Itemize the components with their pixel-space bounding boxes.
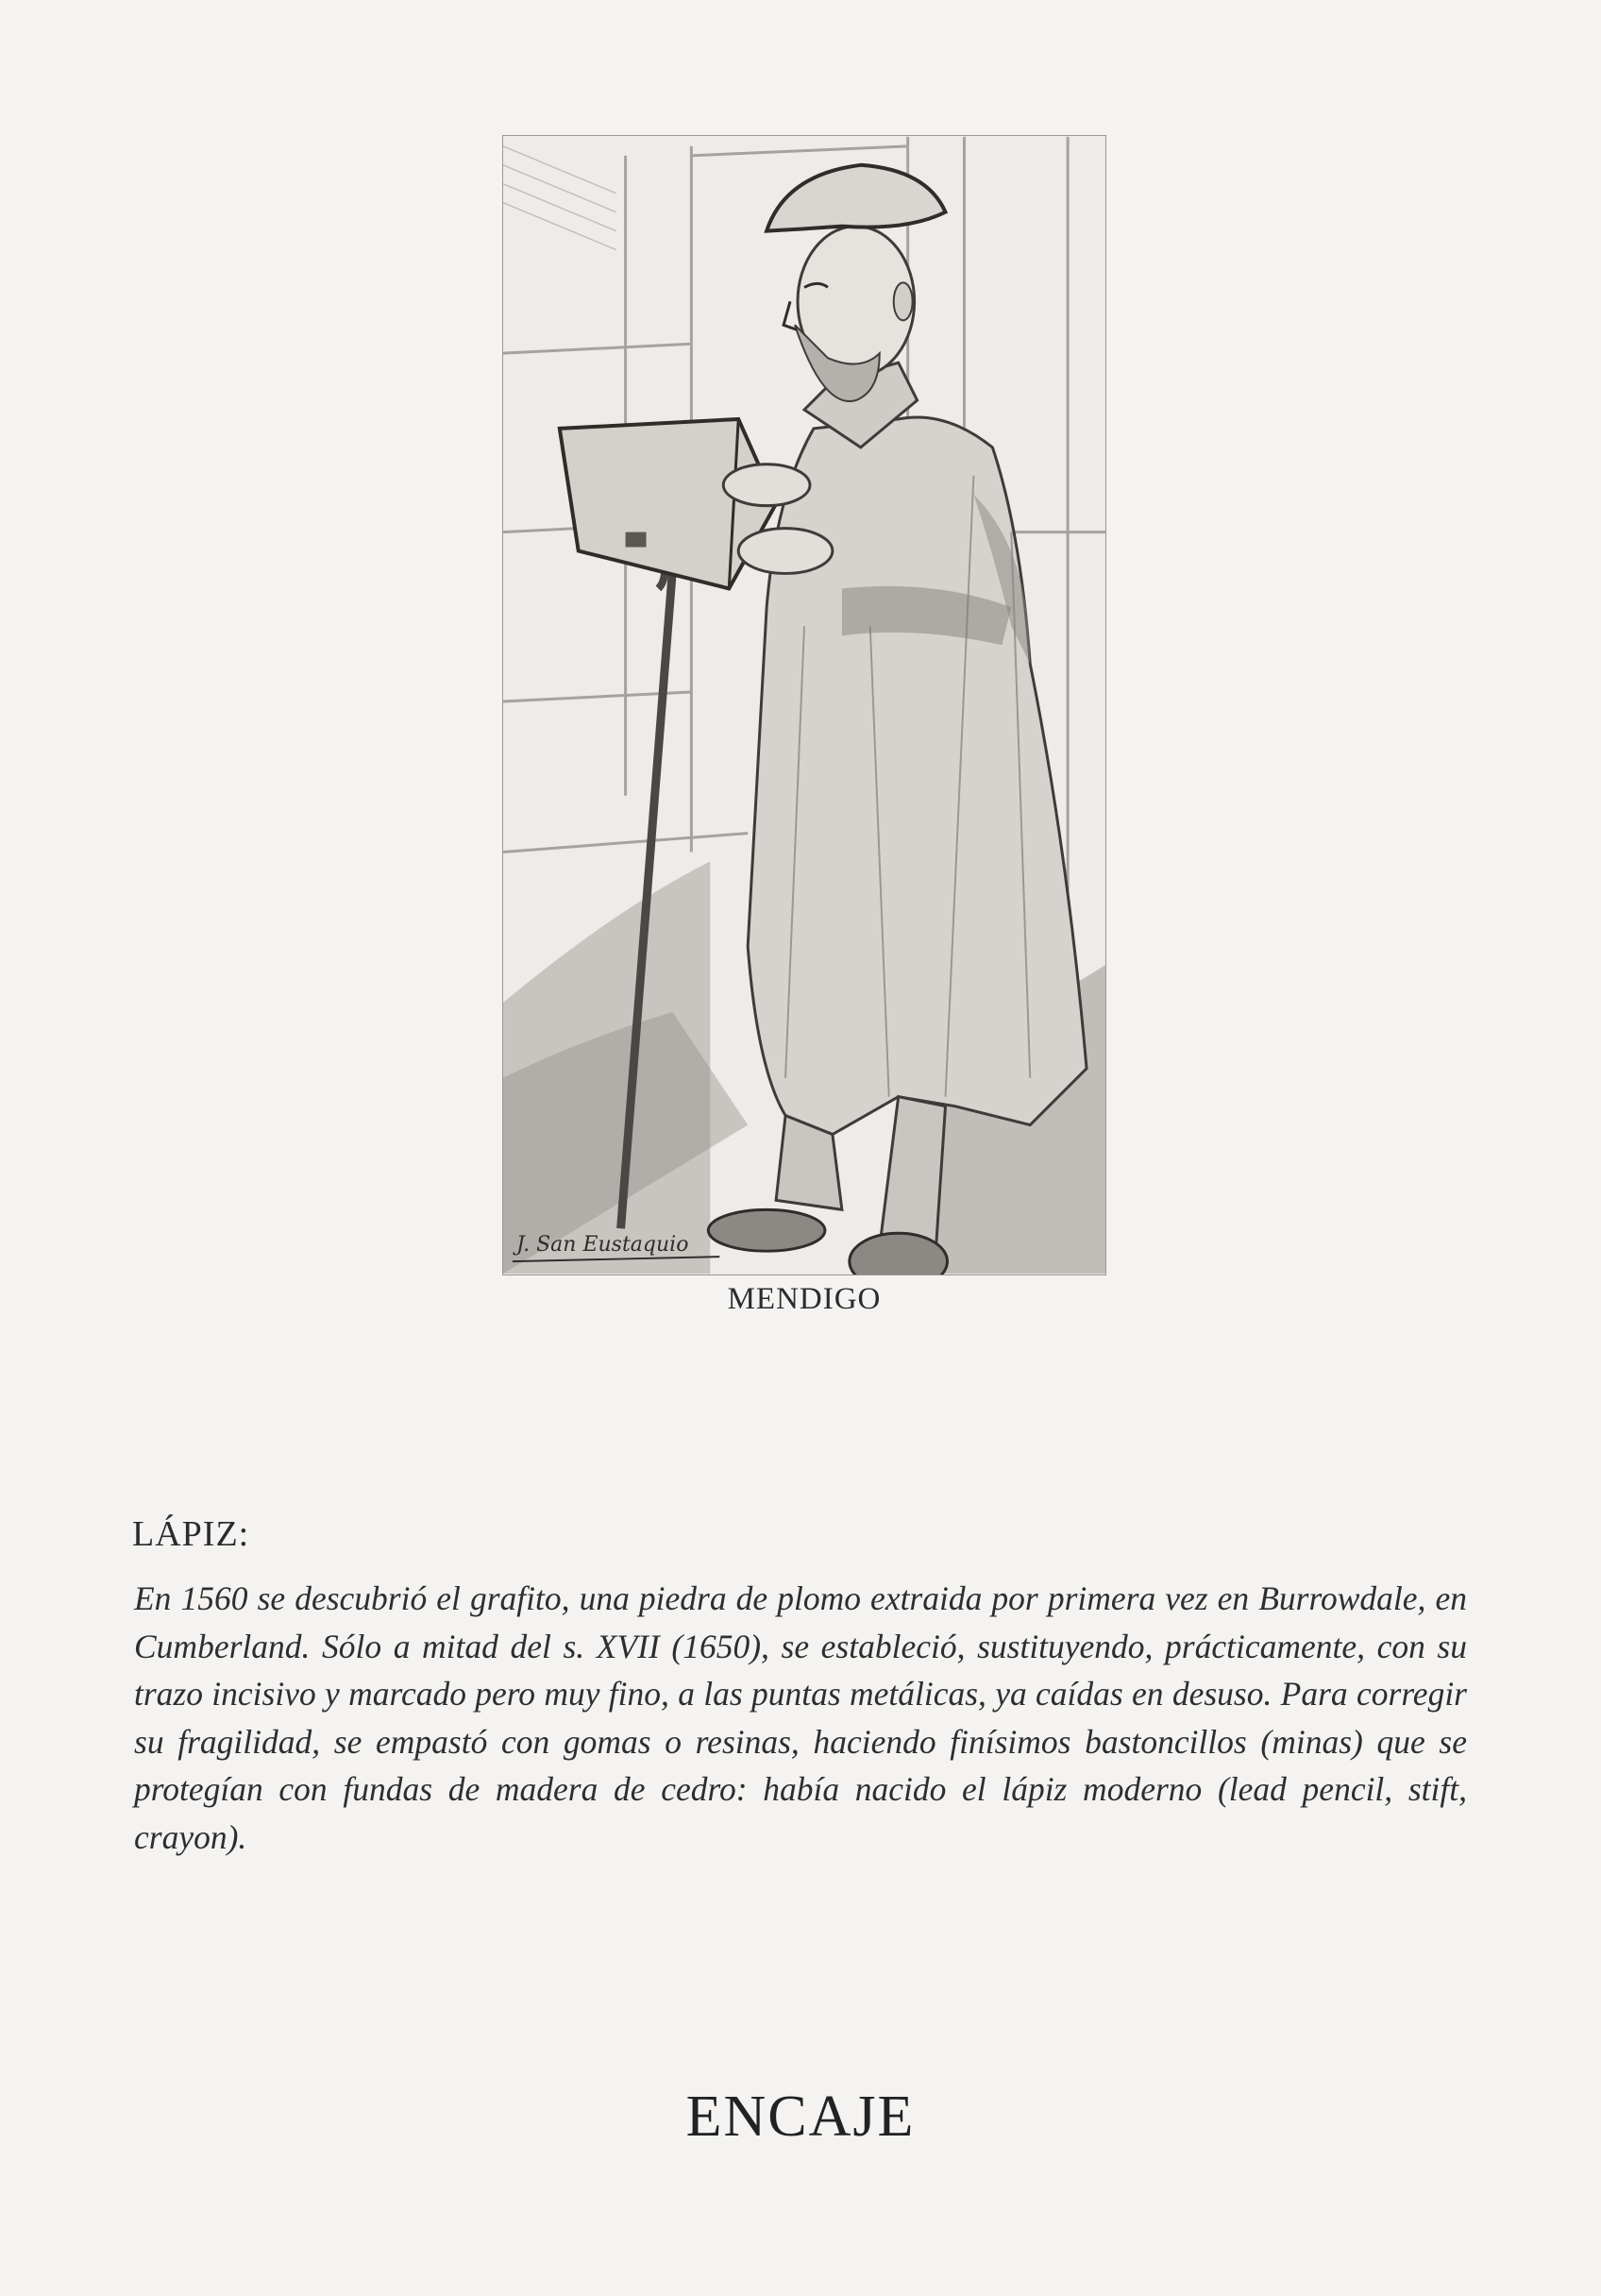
drawing-svg [503,136,1105,1275]
section-heading: LÁPIZ: [132,1514,250,1554]
pencil-drawing-beggar [502,135,1106,1275]
section-body-text: En 1560 se descubrió el grafito, una piedra de plomo extraida por primera vez en Burrowdale, en Cumberland. Sólo a mitad del s. XVII (1650), se estableció, sustituyendo, prácticamente, con su trazo incisivo y marcado pero muy fino, a las puntas metálicas, ya caídas en desuso. Para corregir su fragilidad, se empastó con gomas o resinas, haciendo finísimos bastoncillos (minas) que se protegían con fundas de madera de cedro: había nacido el lápiz moderno (lead pencil, stift, crayon). [134,1579,1467,1856]
illustration-caption: MENDIGO [727,1282,882,1316]
artist-signature: J. San Eustaquio [516,1233,689,1257]
footer-title: ENCAJE [685,2085,916,2149]
